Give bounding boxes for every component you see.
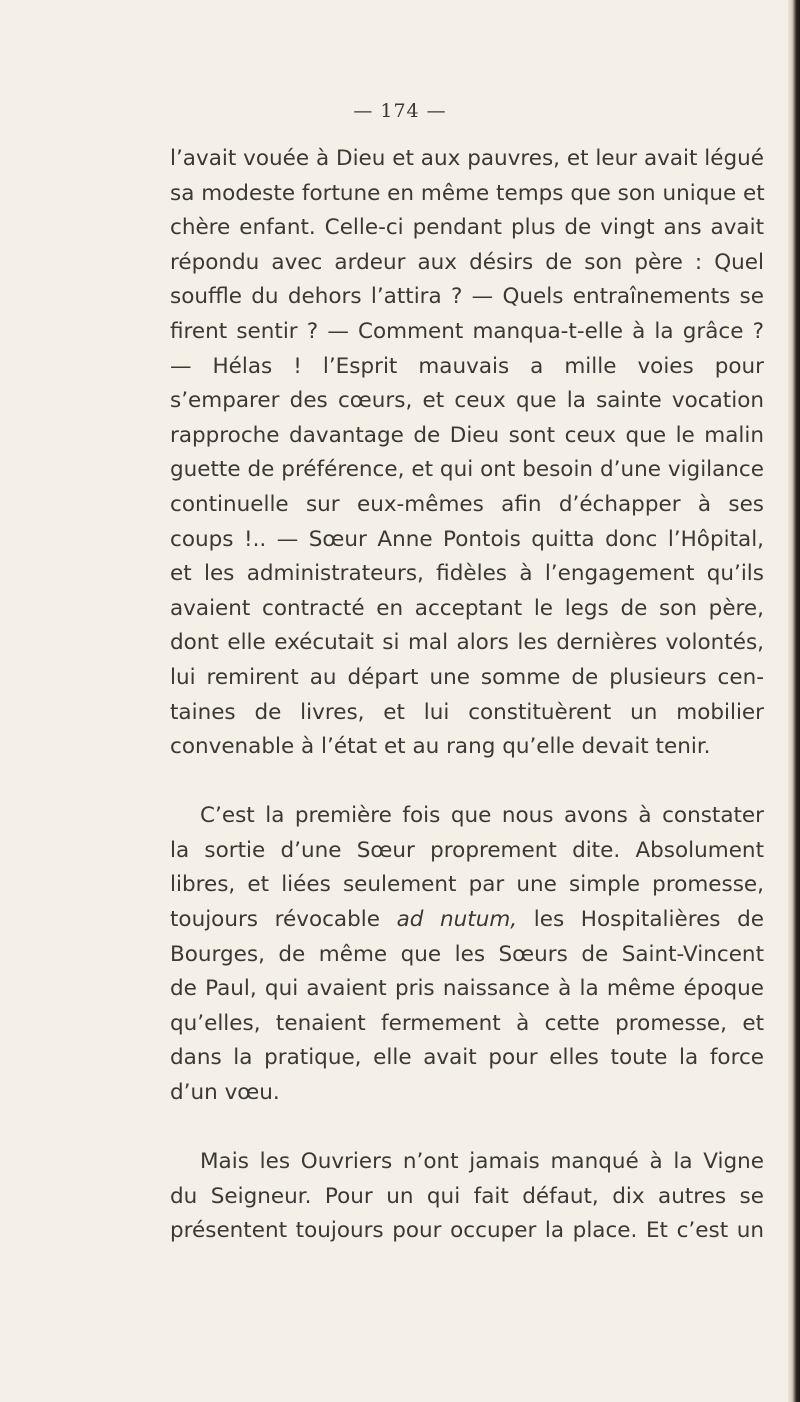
page-number: — 174 —	[353, 100, 447, 122]
text-line: souffle du dehors l’attira ? — Quels entraînements se	[170, 284, 764, 310]
body-text	[170, 142, 764, 1249]
text-line: chère enfant. Celle-ci pendant plus de vingt ans avait	[170, 215, 764, 241]
italic-phrase: ad nutum,	[396, 907, 518, 933]
text-line: Bourges, de même que les Sœurs de Saint-Vincent	[170, 941, 764, 967]
text-line: continuelle sur eux-mêmes afin d’échapper à ses	[170, 491, 764, 517]
text-segment: les Hospitalières de	[533, 907, 764, 933]
paragraph-gap	[170, 765, 764, 800]
page-binding-edge	[788, 0, 800, 1402]
text-line: qu’elles, tenaient fermement à cette promesse, et	[170, 1010, 764, 1036]
text-line: — Hélas ! l’Esprit mauvais a mille voies pour	[170, 353, 764, 379]
text-line: libres, et liées seulement par une simple promesse,	[170, 872, 764, 898]
text-line: la sortie d’une Sœur proprement dite. Absolument	[170, 837, 764, 863]
text-line: dont elle exécutait si mal alors les dernières volontés,	[170, 630, 764, 656]
text-line: présentent toujours pour occuper la place. Et c’est un	[170, 1218, 764, 1244]
text-line: Mais les Ouvriers n’ont jamais manqué à la Vigne	[200, 1149, 764, 1175]
paragraph-gap	[170, 1111, 764, 1146]
text-line: sa modeste fortune en même temps que son unique et	[170, 180, 765, 206]
text-line: avaient contracté en acceptant le legs de son père,	[170, 595, 764, 621]
text-line: et les administrateurs, fidèles à l’engagement qu’ils	[170, 561, 764, 587]
text-line: taines de livres, et lui constituèrent un mobilier	[170, 699, 764, 725]
text-segment: toujours révocable	[170, 907, 380, 933]
text-line: rapproche davantage de Dieu sont ceux que le malin	[170, 422, 764, 448]
text-line: C’est la première fois que nous avons à constater	[200, 803, 764, 829]
text-line: l’avait vouée à Dieu et aux pauvres, et leur avait légué	[170, 146, 764, 171]
text-line: du Seigneur. Pour un qui fait défaut, dix autres se	[170, 1183, 764, 1209]
text-line: répondu avec ardeur aux désirs de son père : Quel	[170, 249, 764, 275]
text-line: de Paul, qui avaient pris naissance à la même époque	[170, 976, 764, 1002]
text-line: firent sentir ? — Comment manqua-t-elle à la grâce ?	[170, 318, 764, 344]
text-line: convenable à l’état et au rang qu’elle devait tenir.	[170, 734, 711, 760]
text-line: dans la pratique, elle avait pour elles toute la force	[170, 1045, 764, 1071]
text-line: s’emparer des cœurs, et ceux que la sainte vocation	[170, 388, 764, 414]
text-line-with-italic	[170, 903, 764, 938]
text-line: lui remirent au départ une somme de plusieurs cen-	[170, 664, 764, 690]
text-line: guette de préférence, et qui ont besoin d’une vigilance	[170, 457, 764, 483]
text-line: d’un vœu.	[170, 1080, 280, 1106]
text-line: coups !.. — Sœur Anne Pontois quitta donc l’Hôpital,	[170, 526, 764, 552]
